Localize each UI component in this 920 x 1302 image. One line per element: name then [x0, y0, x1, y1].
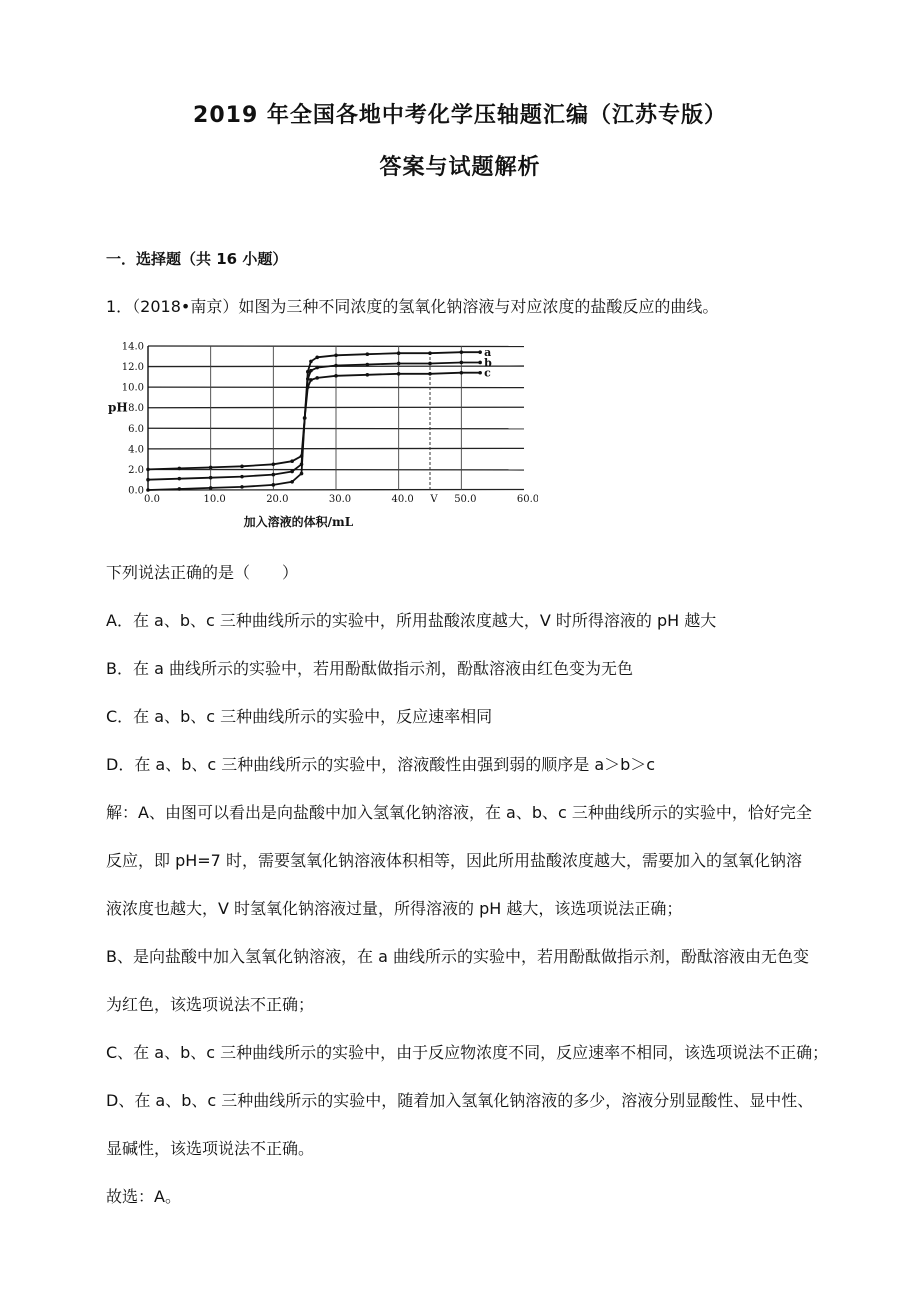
document-title: 2019 年全国各地中考化学压轴题汇编（江苏专版）: [193, 103, 727, 128]
data-point-b: [366, 363, 370, 367]
data-point-a: [300, 472, 304, 476]
x-tick-label: 60.0: [516, 494, 538, 505]
solution-line: 解：A、由图可以看出是向盐酸中加入氢氧化钠溶液，在 a、b、c 三种曲线所示的实验中，恰好完全: [106, 803, 812, 822]
data-point-c: [290, 459, 294, 463]
data-point-a: [306, 370, 310, 374]
solution-line: 液浓度也越大，V 时氢氧化钠溶液过量，所得溶液的 pH 越大，该选项说法正确；: [106, 899, 683, 918]
y-tick-label: 0.0: [128, 485, 144, 497]
data-point-b: [209, 476, 213, 480]
data-point-c: [209, 466, 213, 470]
data-point-c: [146, 468, 150, 472]
solution-line: 为红色，该选项说法不正确；: [106, 995, 315, 1014]
solution-line: 显碱性，该选项说法不正确。: [106, 1139, 315, 1158]
data-point-a: [146, 488, 150, 492]
x-tick-label: 50.0: [454, 494, 477, 505]
solution-line: B、是向盐酸中加入氢氧化钠溶液，在 a 曲线所示的实验中，若用酚酞做指示剂，酚酞溶液由无色变: [106, 947, 809, 966]
data-point-b: [300, 462, 304, 466]
series-label-a: a: [484, 346, 492, 360]
x-tick-label: 0.0: [144, 494, 160, 505]
series-label-b: b: [484, 356, 492, 370]
y-tick-label: 6.0: [128, 423, 144, 435]
option-d: D．在 a、b、c 三种曲线所示的实验中，溶液酸性由强到弱的顺序是 a＞b＞c: [106, 755, 656, 774]
data-point-c: [366, 373, 370, 377]
data-point-c: [309, 378, 313, 382]
solution-answer: 故选：A。: [106, 1187, 181, 1206]
y-tick-label: 10.0: [121, 382, 144, 394]
data-point-a: [178, 487, 182, 491]
x-tick-label: V: [430, 494, 438, 505]
data-point-c: [397, 372, 401, 376]
option-a: A．在 a、b、c 三种曲线所示的实验中，所用盐酸浓度越大，V 时所得溶液的 pH 越大: [106, 611, 717, 630]
data-point-b: [478, 361, 482, 365]
y-tick-label: 8.0: [128, 403, 144, 415]
data-point-c: [478, 371, 482, 375]
data-point-a: [366, 352, 370, 356]
data-point-a: [460, 350, 464, 354]
data-point-c: [428, 372, 432, 376]
y-tick-label: 12.0: [121, 362, 144, 374]
data-point-c: [306, 385, 310, 389]
section-heading: 一．选择题（共 16 小题）: [106, 250, 288, 268]
data-point-a: [428, 351, 432, 355]
data-point-c: [334, 374, 338, 378]
data-point-c: [240, 465, 244, 469]
data-point-b: [309, 369, 313, 373]
ph-titration-chart: [106, 336, 538, 536]
data-point-c: [300, 454, 304, 458]
data-point-b: [334, 364, 338, 368]
data-point-b: [240, 475, 244, 479]
data-point-a: [478, 350, 482, 354]
data-point-c: [460, 371, 464, 375]
x-tick-label: 20.0: [266, 494, 289, 505]
data-point-b: [290, 470, 294, 474]
data-point-b: [306, 377, 310, 381]
data-point-b: [146, 478, 150, 482]
chart-svg: [106, 336, 538, 536]
data-point-c: [178, 467, 182, 471]
data-point-b: [397, 362, 401, 366]
data-point-c: [303, 416, 307, 420]
data-point-b: [272, 473, 276, 477]
data-point-a: [315, 356, 319, 360]
option-c: C．在 a、b、c 三种曲线所示的实验中，反应速率相同: [106, 707, 493, 726]
solution-line: D、在 a、b、c 三种曲线所示的实验中，随着加入氢氧化钠溶液的多少，溶液分别显酸性、显中性、: [106, 1091, 814, 1110]
x-tick-label: 30.0: [328, 494, 352, 505]
series-label-c: c: [484, 366, 491, 380]
data-point-a: [334, 353, 338, 357]
solution-line: 反应，即 pH=7 时，需要氢氧化钠溶液体积相等，因此所用盐酸浓度越大，需要加入的氢氧化钠溶: [106, 851, 802, 870]
question-prompt: 下列说法正确的是（ ）: [106, 563, 299, 582]
data-point-a: [309, 360, 313, 364]
y-tick-label: 2.0: [128, 464, 144, 476]
data-point-a: [209, 486, 213, 490]
data-point-b: [460, 361, 464, 365]
data-point-c: [315, 376, 319, 380]
y-axis-label: pH: [108, 400, 128, 415]
x-tick-label: 10.0: [203, 494, 226, 505]
data-point-a: [240, 485, 244, 489]
data-point-b: [315, 366, 319, 370]
data-point-a: [272, 483, 276, 487]
x-axis-label: 加入溶液的体积/mL: [243, 515, 354, 529]
data-point-b: [178, 477, 182, 481]
data-point-a: [397, 351, 401, 355]
x-tick-label: 40.0: [391, 494, 414, 505]
y-tick-label: 4.0: [128, 444, 144, 456]
data-point-a: [290, 480, 294, 484]
option-b: B．在 a 曲线所示的实验中，若用酚酞做指示剂，酚酞溶液由红色变为无色: [106, 659, 633, 678]
data-point-c: [272, 462, 276, 466]
document-subtitle: 答案与试题解析: [379, 155, 541, 180]
solution-line: C、在 a、b、c 三种曲线所示的实验中，由于反应物浓度不同，反应速率不相同，该选项说法不正确；: [106, 1043, 829, 1062]
y-tick-label: 14.0: [121, 341, 144, 353]
data-point-b: [428, 362, 432, 366]
question-stem: 1．（2018•南京）如图为三种不同浓度的氢氧化钠溶液与对应浓度的盐酸反应的曲线。: [106, 297, 719, 316]
